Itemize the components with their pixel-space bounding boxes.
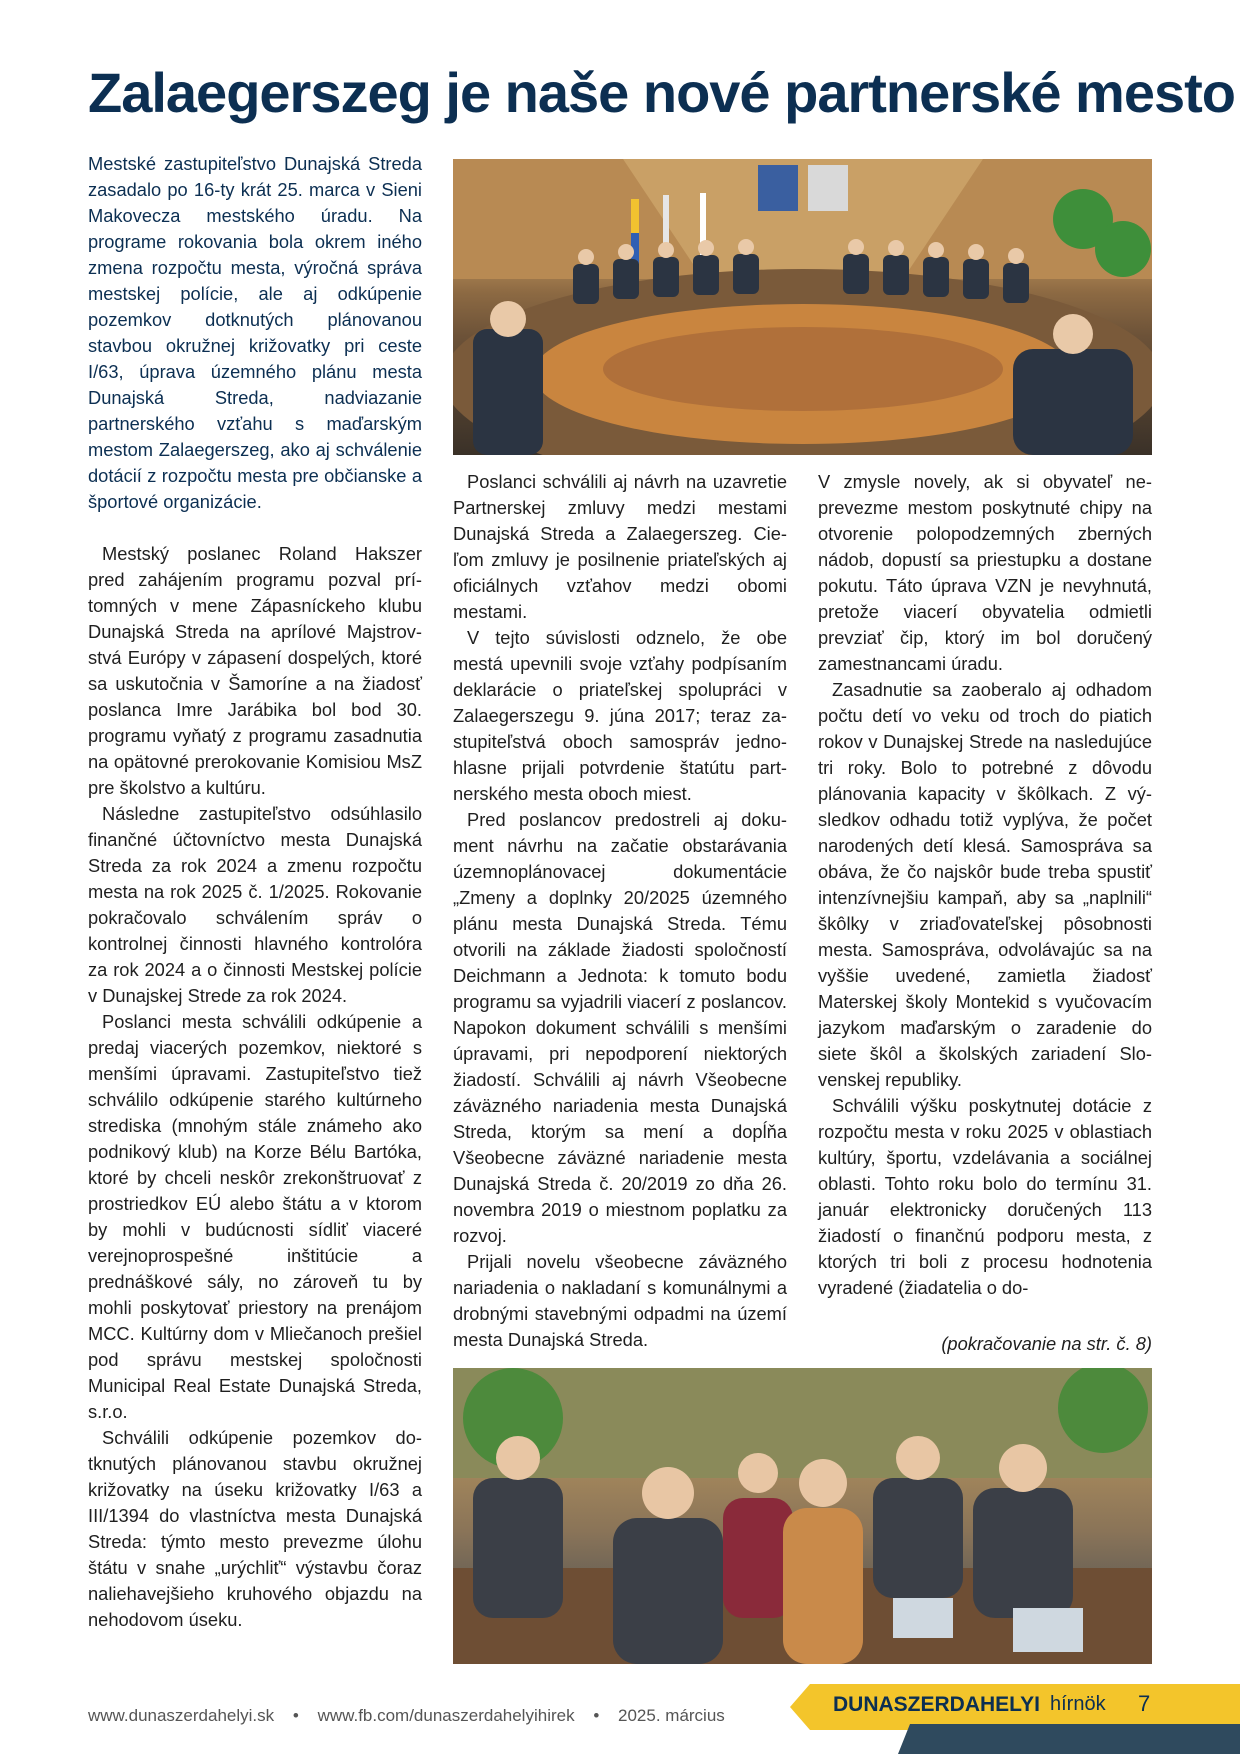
- article-title: Zalaegerszeg je naše nové partnerské mesto: [88, 61, 1235, 124]
- paragraph: Následne zastupiteľstvo odsúhlasilo finančné účtovníctvo mesta Dunajská Streda za rok 2024 a zmenu rozpočtu mesta na rok 2025 č. 1/2025. Rokovanie pokračovalo schválením správ o kontrolnej činnosti hlavného kontrolóra za rok 2024 a o činnosti Mestskej polície v Dunajskej Strede za rok 2024.: [88, 803, 422, 1006]
- continued-note: (pokračovanie na str. č. 8): [941, 1333, 1152, 1354]
- paragraph: Pred poslancov predostreli aj dokument návrhu na začatie obstarávania územnoplánovacej dokumentácie „Zmeny a doplnky 20/2025 územného plánu mesta Dunajská Streda. Tému otvorili na základe žiadosti spoločností Deichmann a Jednota: k tomuto bodu programu sa vyjadrili viacerí z poslancov. Napokon dokument schválili s menšími úpravami, pri nepodporení niektorých žiadostí. Schválili aj návrh Všeobecne záväzného nariadenia mesta Dunajská Streda, ktorým sa mení a dopĺňa Všeobecne záväzné nariadenie mesta Dunajská Streda č. 20/2019 zo dňa 26. novembra 2019 o miestnom poplatku za rozvoj.: [453, 809, 787, 1246]
- separator: •: [292, 1706, 299, 1725]
- column-middle: [453, 469, 787, 1353]
- paragraph: Zasadnutie sa zaoberalo aj odhadom počtu detí vo veku od troch do piatich rokov v Dunajskej Strede na nasledujúce tri roky. Bolo to potrebné z dôvodu plánovania kapacity v škôlkach. Z výsledkov odhadu totiž vyplýva, že počet narodených detí klesá. Samospráva sa obáva, že čo najskôr bude treba spustiť intenzívnejšiu kampaň, aby sa „naplnili“ škôlky v zriaďovateľskej pôsobnosti mesta. Samospráva, odvolávajúc sa na vyššie uvedené, zamietla žiadosť Materskej školy Montekid s vyučovacím jazykom maďarským o zaradenie do siete škôl a školských zariadení Slovenskej republiky.: [818, 679, 1152, 1090]
- article-lead: Mestské zastupiteľstvo Dunajská Streda zasadalo po 16-ty krát 25. marca v Sieni Makovecza mestského úradu. Na programe rokovania bola okrem iného zmena rozpočtu mesta, výročná správa mestskej polície, ale aj odkúpenie pozemkov dotknutých plánovanou stavbou okružnej križovatky pri ceste I/63, úprava územného plánu mesta Dunajská Streda, nadviazanie partnerského vzťahu s maďarským mestom Zalaegerszeg, ako aj schválenie dotácií z rozpočtu mesta pre občianske a športové organizácie.: [88, 153, 422, 512]
- column-left: [88, 151, 422, 1633]
- paragraph: Schválili odkúpenie pozemkov dotknutých plánovanou stavbu okružnej križovatky na úseku križovatky I/63 a III/1394 do vlastníctva mesta Dunajská Streda: týmto mesto prevezme úlohu štátu v snahe „urýchliť“ výstavbu čoraz naliehavejšieho kruhového objazdu na nehodovom úseku.: [88, 1427, 422, 1630]
- paragraph: Mestský poslanec Roland Hakszer pred zahájením programu pozval prítomných v mene Zápasníckeho klubu Dunajská Streda na aprílové Majstrovstvá Európy v zápasení dospelých, ktoré sa uskutočnia v Šamoríne a na žiadosť poslanca Imre Jarábika bol bod 30. programu vyňatý z programu zasadnutia na opätovné prerokovanie Komisiou MsZ pre školstvo a kultúru.: [88, 543, 422, 798]
- brand-subtitle: hírnök: [1050, 1693, 1106, 1715]
- paragraph: Poslanci mesta schválili odkúpenie a predaj viacerých pozemkov, niektoré s menšími úpravami. Zastupiteľstvo tiež schválilo odkúpenie starého kultúrneho strediska (mnohým stále známeho ako podnikový klub) na Korze Bélu Bartóka, ktoré by chceli neskôr zrekonštruovať z prostriedkov EÚ alebo štátu a v ktorom by mohli v budúcnosti sídliť viaceré verejnoprospešné inštitúcie a prednáškové sály, no zároveň tu by mohli poskytovať priestory na prenájom MCC. Kultúrny dom v Mliečanoch prešiel pod správu mestskej spoločnosti Municipal Real Estate Dunajská Streda, s.r.o.: [88, 1011, 422, 1422]
- council-members-illustration: [453, 1368, 1152, 1664]
- brand-logo: DUNASZERDAHELYI: [833, 1693, 1040, 1716]
- council-meeting-illustration: [453, 159, 1152, 455]
- paragraph: Schválili výšku poskytnutej dotácie z rozpočtu mesta v roku 2025 v oblastiach kultúry, športu, vzdelávania a sociálnej oblasti. Tohto roku bolo do termínu 31. január elektronicky doručených 113 žiadostí o finančnú podporu mesta, z ktorých tri boli z procesu hodnotenia vyradené (žiadatelia o do-: [818, 1095, 1152, 1298]
- footer: [88, 1706, 739, 1726]
- paragraph: Poslanci schválili aj návrh na uzavretie Partnerskej zmluvy medzi mestami Dunajská Streda a Zalaegerszeg. Cieľom zmluvy je posilnenie priateľských aj oficiálnych vzťahov medzi obomi mestami.: [453, 471, 787, 622]
- council-meeting-photo: [453, 159, 1152, 455]
- council-members-photo: [453, 1368, 1152, 1664]
- website-link[interactable]: www.dunaszerdahelyi.sk: [88, 1706, 275, 1725]
- page-number: 7: [1138, 1691, 1151, 1716]
- separator: •: [593, 1706, 600, 1725]
- column-right: [818, 469, 1152, 1301]
- issue-date: 2025. március: [618, 1706, 725, 1725]
- paragraph: V tejto súvislosti odznelo, že obe mestá upevnili svoje vzťahy podpísaním deklarácie o priateľskej spolupráci v Zalaegerszegu 9. júna 2017; teraz zastupiteľstvá oboch samospráv jednohlasne prijali potvrdenie štatútu partnerského mesta oboch miest.: [453, 627, 787, 804]
- paragraph: Prijali novelu všeobecne záväzného nariadenia o nakladaní s komunálnymi a drobnými stavebnými odpadmi na území mesta Dunajská Streda.: [453, 1251, 787, 1350]
- brand-band-dark: [898, 1724, 1240, 1754]
- facebook-link[interactable]: www.fb.com/dunaszerdahelyihirek: [317, 1706, 575, 1725]
- paragraph: V zmysle novely, ak si obyvateľ neprevezme mestom poskytnuté chipy na otvorenie polopodzemných zberných nádob, dopustí sa priestupku a dostane pokutu. Táto úprava VZN je nevyhnutá, pretože viacerí obyvatelia odmietli prevziať čip, ktorý im bol doručený zamestnancami úradu.: [818, 471, 1152, 674]
